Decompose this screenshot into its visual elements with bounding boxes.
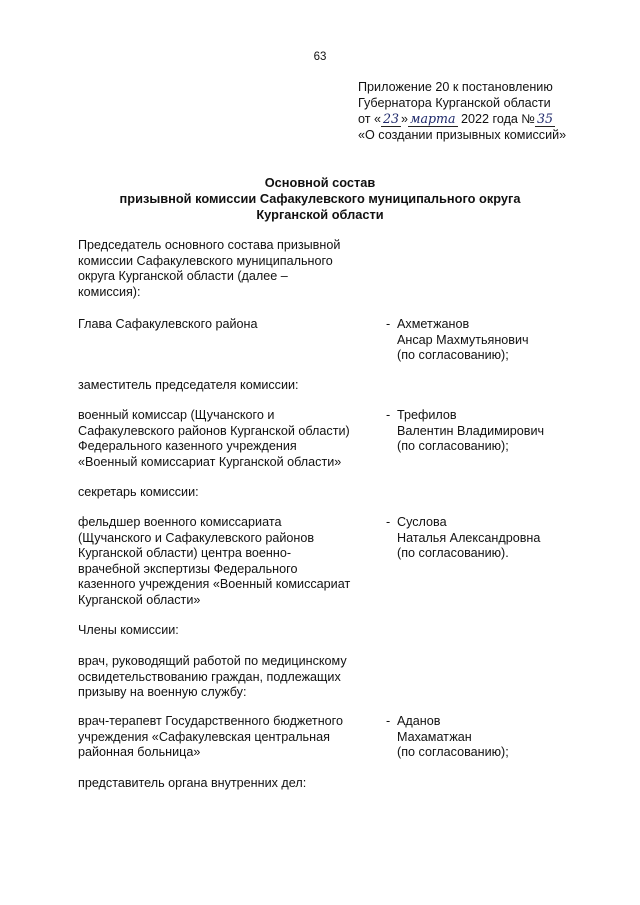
title-line-3: Курганской области bbox=[256, 206, 384, 222]
position-line: учреждения «Сафакулевская центральная bbox=[78, 729, 330, 744]
person-line: Ансар Махмутьянович bbox=[397, 332, 529, 347]
appendix-year: 2022 года № bbox=[457, 112, 535, 127]
member-position bbox=[78, 714, 383, 761]
person-surname: - Аданов bbox=[386, 714, 441, 728]
person-line: (по согласованию); bbox=[397, 745, 509, 760]
position-line: заместитель председателя комиссии: bbox=[78, 378, 299, 392]
position-line: казенного учреждения «Военный комиссариат bbox=[78, 577, 351, 592]
position-line: фельдшер военного комиссариата bbox=[78, 515, 282, 529]
member-person bbox=[386, 714, 586, 761]
appendix-line-2: Губернатора Курганской области bbox=[358, 95, 551, 110]
member-position bbox=[78, 776, 383, 792]
position-line: (Щучанского и Сафакулевского районов bbox=[78, 530, 315, 545]
handwritten-number: 35 bbox=[536, 111, 553, 127]
person-surname: - Трефилов bbox=[386, 408, 457, 422]
position-line: врачебной экспертизы Федерального bbox=[78, 561, 298, 576]
position-line: Председатель основного состава призывной bbox=[78, 238, 341, 252]
position-line: районная больница» bbox=[78, 745, 201, 760]
person-line: (по согласованию). bbox=[397, 546, 509, 561]
person-line: (по согласованию); bbox=[397, 439, 509, 454]
member-position bbox=[78, 408, 383, 470]
position-line: представитель органа внутренних дел: bbox=[78, 776, 307, 790]
handwritten-month: марта bbox=[410, 111, 456, 127]
position-line: Члены комиссии: bbox=[78, 623, 179, 637]
member-position bbox=[78, 317, 383, 333]
member-position bbox=[78, 623, 383, 639]
title-line-1: Основной состав bbox=[264, 175, 376, 190]
member-person bbox=[386, 317, 586, 364]
position-line: Глава Сафакулевского района bbox=[78, 317, 258, 331]
person-line: Наталья Александровна bbox=[397, 530, 541, 545]
person-line: Валентин Владимирович bbox=[397, 423, 545, 438]
position-line: врач-терапевт Государственного бюджетного bbox=[78, 714, 343, 728]
appendix-header bbox=[358, 80, 628, 143]
page-number: 63 bbox=[313, 51, 327, 63]
position-line: комиссия): bbox=[78, 284, 141, 299]
position-line: Курганской области) центра военно- bbox=[78, 546, 292, 561]
position-line: комиссии Сафакулевского муниципального bbox=[78, 253, 333, 268]
member-position bbox=[78, 485, 383, 501]
position-line: Федерального казенного учреждения bbox=[78, 439, 297, 454]
member-person bbox=[386, 408, 586, 455]
position-line: секретарь комиссии: bbox=[78, 485, 199, 499]
person-surname: - Ахметжанов bbox=[386, 317, 470, 331]
position-line: освидетельствованию граждан, подлежащих bbox=[78, 669, 341, 684]
appendix-line-1: Приложение 20 к постановлению bbox=[358, 80, 553, 94]
position-line: «Военный комиссариат Курганской области» bbox=[78, 454, 342, 469]
person-line: Махаматжан bbox=[397, 729, 472, 744]
handwritten-day: 23 bbox=[383, 111, 400, 127]
member-position bbox=[78, 238, 383, 300]
appendix-line-3 bbox=[358, 111, 628, 128]
appendix-line-4: «О создании призывных комиссий» bbox=[358, 127, 567, 142]
position-line: призыву на военную службу: bbox=[78, 685, 247, 700]
title-line-2: призывной комиссии Сафакулевского муниципального округа bbox=[119, 190, 521, 206]
position-line: врач, руководящий работой по медицинскому bbox=[78, 654, 347, 668]
person-surname: - Суслова bbox=[386, 515, 447, 529]
position-line: военный комиссар (Щучанского и bbox=[78, 408, 275, 422]
position-line: Сафакулевского районов Курганской области) bbox=[78, 423, 350, 438]
document-title bbox=[0, 175, 640, 222]
position-line: округа Курганской области (далее – bbox=[78, 269, 288, 284]
member-position bbox=[78, 654, 383, 701]
person-line: (по согласованию); bbox=[397, 348, 509, 363]
member-person bbox=[386, 515, 586, 562]
member-position bbox=[78, 378, 383, 394]
position-line: Курганской области» bbox=[78, 592, 201, 607]
member-position bbox=[78, 515, 383, 609]
appendix-date-prefix: от « bbox=[358, 112, 381, 127]
appendix-date-mid: » bbox=[401, 112, 409, 127]
